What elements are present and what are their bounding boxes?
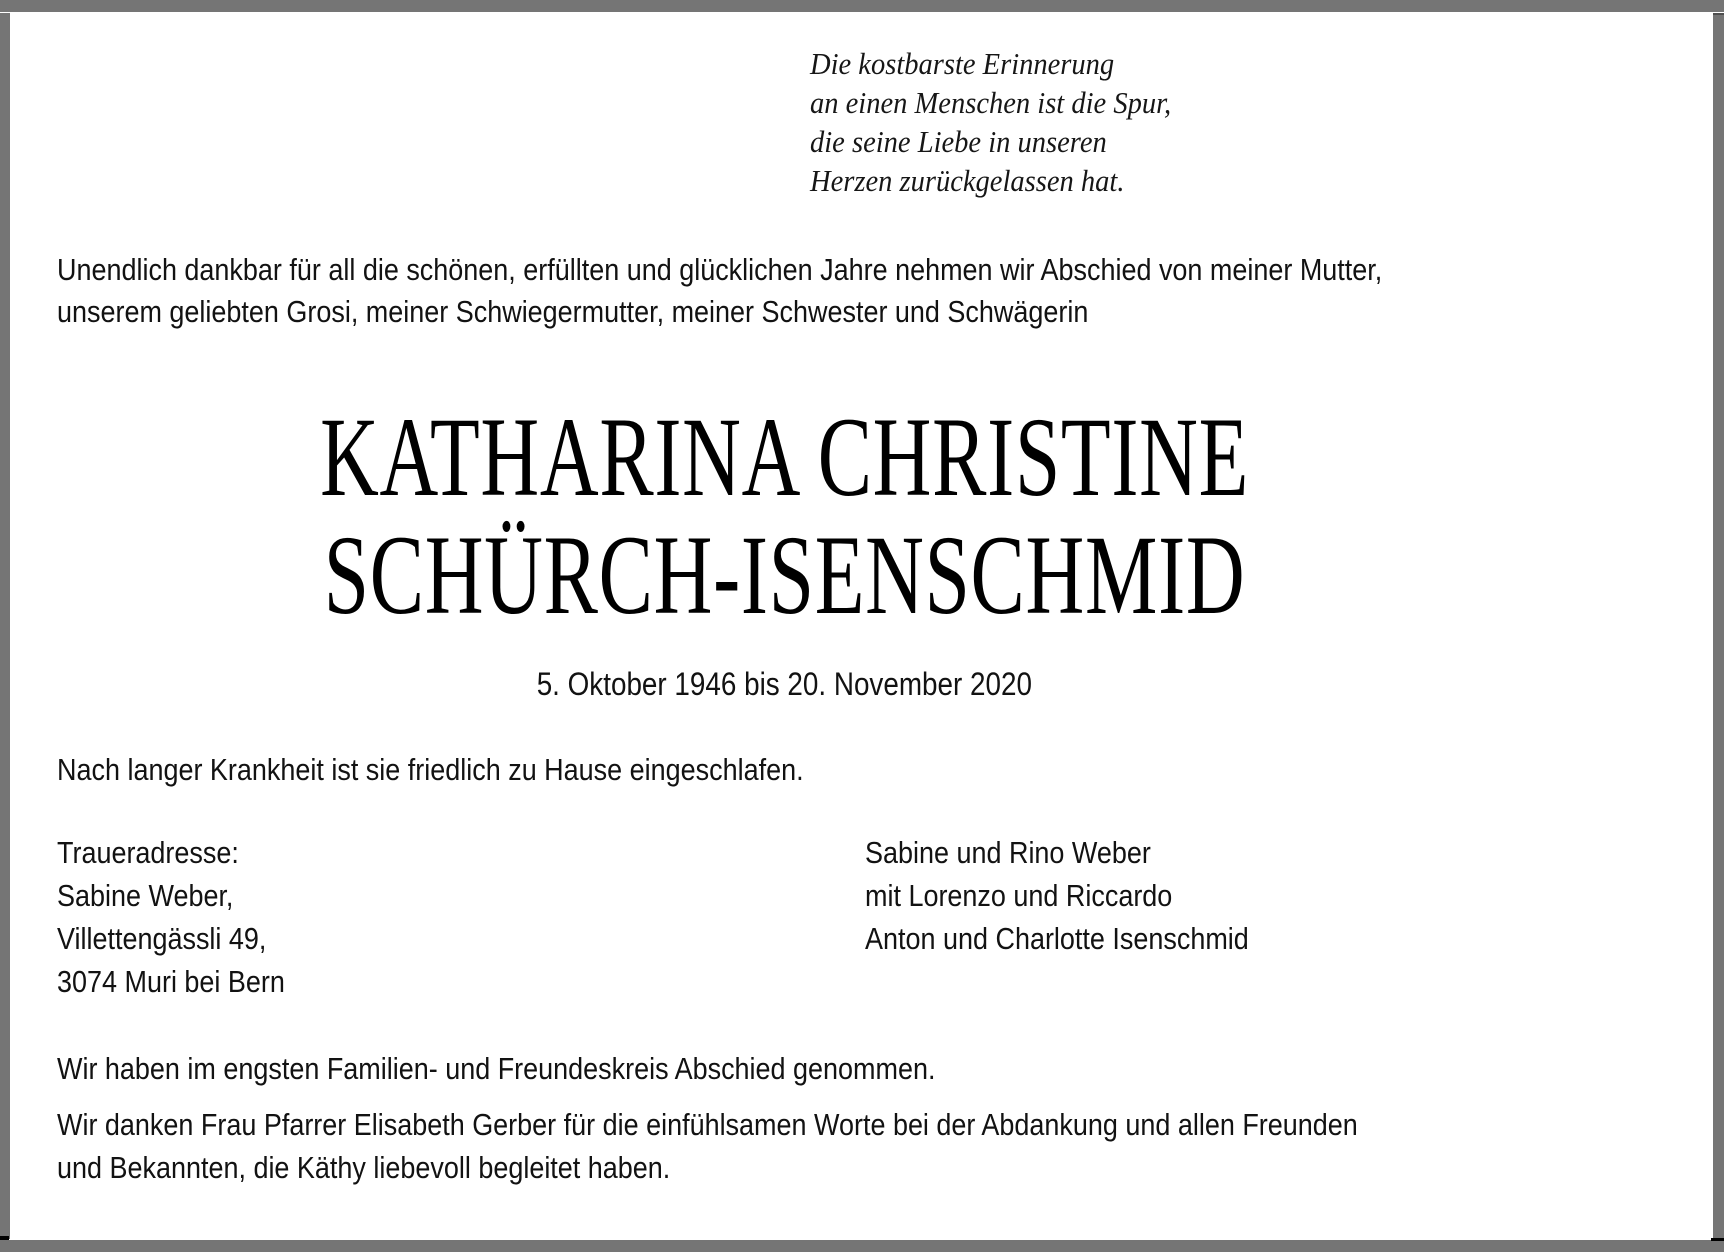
family-member-line: Anton und Charlotte Isenschmid	[865, 921, 1249, 956]
farewell-note: Wir haben im engsten Familien- und Freundeskreis Abschied genommen.	[57, 1051, 936, 1086]
thanks-line: Wir danken Frau Pfarrer Elisabeth Gerber für die einfühlsamen Worte bei der Abdankung und allen Freunden	[57, 1107, 1358, 1142]
frame-bottom-bar	[0, 1240, 1724, 1252]
life-dates: 5. Oktober 1946 bis 20. November 2020	[536, 666, 1032, 702]
thanks-paragraph	[57, 1103, 1358, 1189]
epitaph-quote-line: die seine Liebe in unseren	[810, 124, 1107, 159]
family-members-block	[865, 831, 1249, 960]
thanks-line: und Bekannten, die Käthy liebevoll begleitet haben.	[57, 1150, 671, 1185]
deceased-last-name: SCHÜRCH-ISENSCHMID	[323, 513, 1246, 638]
frame-corner-mark-right	[1711, 1238, 1724, 1241]
epitaph-quote-line: Herzen zurückgelassen hat.	[810, 163, 1125, 198]
mourning-address-line: 3074 Muri bei Bern	[57, 964, 285, 999]
frame-right-bar	[1713, 13, 1724, 1238]
introduction-paragraph	[57, 249, 1382, 333]
epitaph-quote	[810, 44, 1171, 200]
family-member-line: mit Lorenzo und Riccardo	[865, 878, 1173, 913]
frame-corner-mark-left	[0, 1236, 9, 1240]
frame-left-bar	[0, 13, 10, 1239]
deceased-first-names: KATHARINA CHRISTINE	[320, 395, 1250, 520]
mourning-address-line: Sabine Weber,	[57, 878, 234, 913]
deceased-name-heading	[57, 395, 1512, 638]
passing-note: Nach langer Krankheit ist sie friedlich zu Hause eingeschlafen.	[57, 752, 804, 787]
mourning-address-line: Villettengässli 49,	[57, 921, 267, 956]
mourning-address-label: Traueradresse:	[57, 835, 239, 870]
epitaph-quote-line: an einen Menschen ist die Spur,	[810, 85, 1172, 120]
mourning-address-block	[57, 831, 285, 1003]
family-member-line: Sabine und Rino Weber	[865, 835, 1151, 870]
epitaph-quote-line: Die kostbarste Erinnerung	[810, 46, 1115, 81]
frame-top-bar	[0, 0, 1724, 12]
introduction-line: Unendlich dankbar für all die schönen, erfüllten und glücklichen Jahre nehmen wir Abschied von meiner Mutter,	[57, 252, 1383, 287]
introduction-line: unserem geliebten Grosi, meiner Schwiegermutter, meiner Schwester und Schwägerin	[57, 294, 1089, 329]
frame-right-bar-top-edge	[1713, 13, 1724, 15]
